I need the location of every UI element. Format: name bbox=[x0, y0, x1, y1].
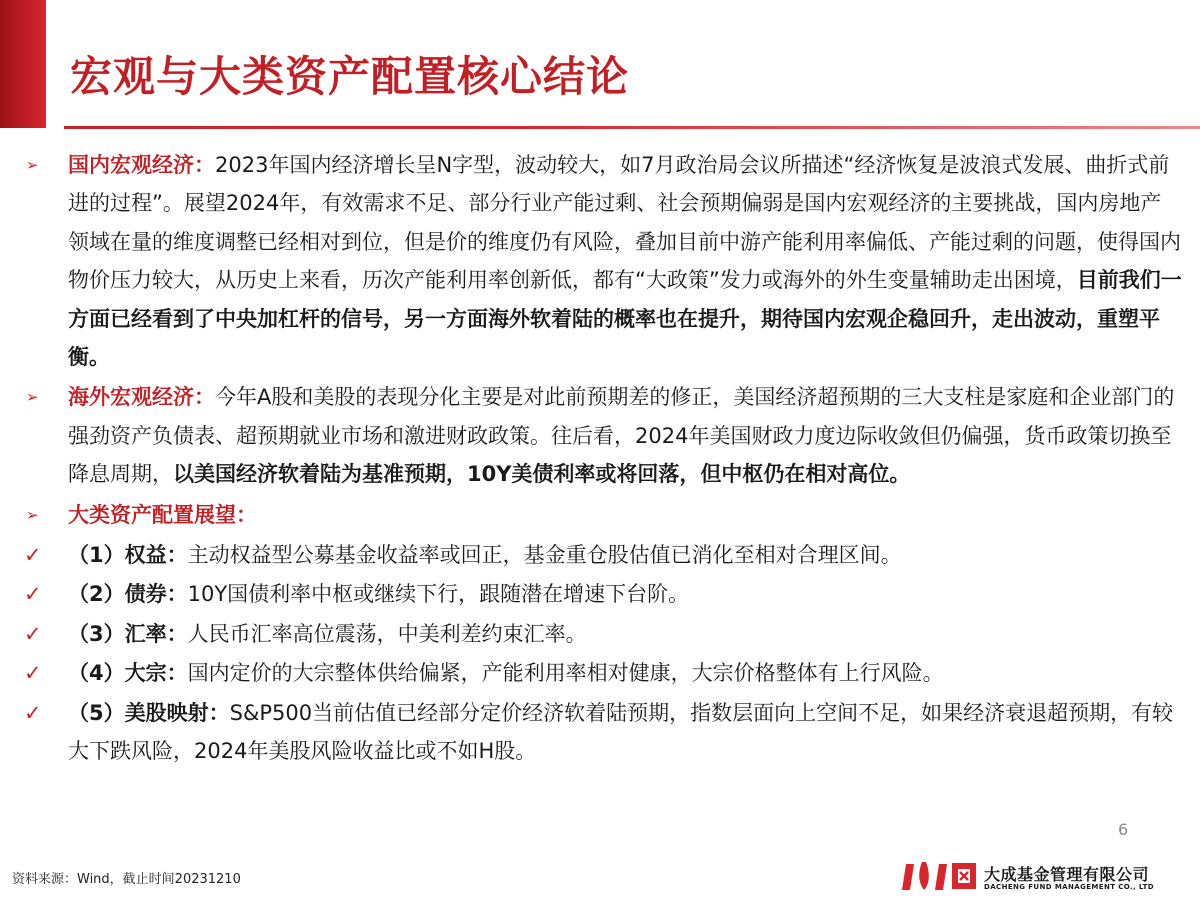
allocation-item-label: （5）美股映射： bbox=[68, 700, 230, 725]
company-name-cn: 大成基金管理有限公司 bbox=[984, 865, 1150, 884]
page-number: 6 bbox=[1118, 820, 1129, 839]
company-logo bbox=[900, 856, 1200, 900]
check-icon: ✓ bbox=[24, 582, 42, 607]
arrow-right-icon: ➢ bbox=[26, 388, 39, 407]
domestic-macro-label: 国内宏观经济： bbox=[68, 153, 215, 177]
check-icon: ✓ bbox=[24, 700, 42, 725]
allocation-item-fx bbox=[22, 615, 1182, 653]
header-divider bbox=[64, 126, 1200, 129]
domestic-macro-text: 2023年国内经济增长呈N字型，波动较大，如7月政治局会议所描述“经济恢复是波浪式发展、曲折式前进的过程”。展望2024年，有效需求不足、部分行业产能过剩、社会预期偏弱是国内宏观经济的主要挑战，国内房地产领域在量的维度调整已经相对到位，但是价的维度仍有风险，叠加目前中游产能利用率偏低、产能过剩的问题，使得国内物价压力较大，从历史上来看，历次产能利用率创新低，都有“大政策”发力或海外的外生变量辅助走出困境， bbox=[68, 153, 1181, 293]
domestic-macro-paragraph bbox=[22, 146, 1182, 376]
overseas-macro-paragraph bbox=[22, 378, 1182, 493]
overseas-macro-text: 今年A股和美股的表现分化主要是对此前预期差的修正，美国经济超预期的三大支柱是家庭和企业部门的强劲资产负债表、超预期就业市场和激进财政政策。往后看，2024年美国财政力度边际收敛但仍偏强，货币政策切换至降息周期， bbox=[68, 385, 1175, 487]
allocation-item-text: 国内定价的大宗整体供给偏紧，产能利用率相对健康，大宗价格整体有上行风险。 bbox=[187, 661, 944, 686]
check-icon: ✓ bbox=[24, 543, 42, 568]
arrow-right-icon: ➢ bbox=[26, 156, 39, 174]
allocation-item-equity bbox=[22, 536, 1182, 574]
allocation-item-us-equity bbox=[22, 694, 1182, 771]
allocation-label: 大类资产配置展望： bbox=[68, 502, 257, 527]
check-icon: ✓ bbox=[24, 661, 42, 686]
allocation-item-text: 人民币汇率高位震荡，中美利差约束汇率。 bbox=[187, 621, 587, 646]
allocation-item-text: 10Y国债利率中枢或继续下行，跟随潜在增速下台阶。 bbox=[187, 582, 690, 607]
allocation-item-label: （1）权益： bbox=[68, 543, 188, 568]
page-title: 宏观与大类资产配置核心结论 bbox=[70, 52, 630, 101]
company-logo-mark bbox=[900, 858, 978, 894]
allocation-item-label: （3）汇率： bbox=[68, 621, 188, 646]
overseas-macro-label: 海外宏观经济： bbox=[68, 385, 215, 410]
allocation-item-text: S&P500当前估值已经部分定价经济软着陆预期，指数层面向上空间不足，如果经济衰退超预期，有较大下跌风险，2024年美股风险收益比或不如H股。 bbox=[68, 700, 1174, 764]
content-body bbox=[22, 146, 1182, 772]
arrow-right-icon: ➢ bbox=[26, 505, 39, 524]
allocation-item-label: （4）大宗： bbox=[68, 661, 188, 686]
domestic-macro-conclusion: 目前我们一方面已经看到了中央加杠杆的信号，另一方面海外软着陆的概率也在提升，期待国内宏观企稳回升，走出波动，重塑平衡。 bbox=[68, 268, 1182, 370]
allocation-heading bbox=[22, 496, 1182, 534]
source-note: 资料来源：Wind，截止时间20231210 bbox=[12, 872, 241, 887]
allocation-item-label: （2）债券： bbox=[68, 582, 188, 607]
allocation-item-text: 主动权益型公募基金收益率或回正，基金重仓股估值已消化至相对合理区间。 bbox=[187, 543, 902, 568]
overseas-macro-conclusion: 以美国经济软着陆为基准预期，10Y美债利率或将回落，但中枢仍在相对高位。 bbox=[173, 462, 911, 487]
allocation-item-bonds bbox=[22, 575, 1182, 613]
check-icon: ✓ bbox=[24, 621, 42, 646]
header-accent-bar bbox=[0, 0, 46, 128]
allocation-item-commodities bbox=[22, 654, 1182, 692]
company-name-en: DACHENG FUND MANAGEMENT CO., LTD bbox=[984, 883, 1154, 891]
